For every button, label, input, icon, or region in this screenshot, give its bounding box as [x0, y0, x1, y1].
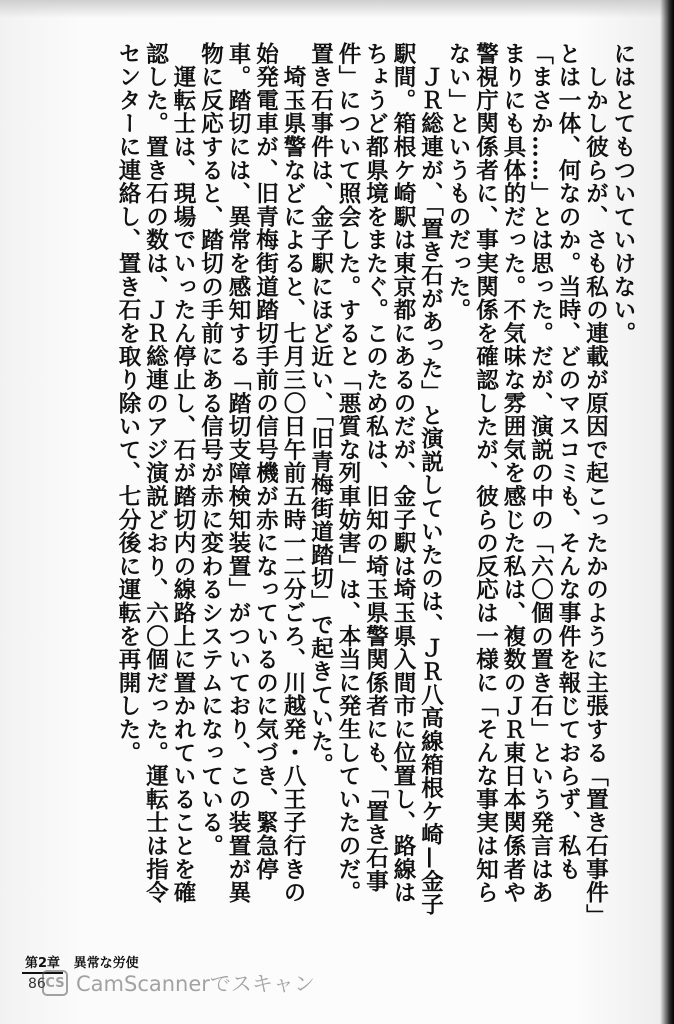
paragraph: にはとてもついていけない。	[610, 42, 636, 345]
camscanner-logo-icon: CS	[42, 970, 68, 996]
paragraph: 運転士は、現場でいったん停止し、石が踏切内の線路上に置かれていることを確認した。置き石の数は、ＪＲ総連のアジ演説どおり、六〇個だった。運転士は指令センターに連絡し、置き石を取り除いて、七分後に運転を再開した。	[115, 42, 196, 905]
page-edge-shadow	[660, 0, 674, 1024]
chapter-number: 第2章	[22, 956, 63, 974]
chapter-title: 異常な労使	[73, 956, 139, 971]
camscanner-watermark	[42, 968, 315, 998]
watermark-text: CamScannerでスキャン	[76, 972, 315, 996]
vertical-body-text	[80, 42, 636, 922]
page-footer	[0, 940, 674, 1024]
paragraph: ＪＲ総連が、「置き石があった」と演説していたのは、ＪＲ八高線箱根ケ崎—金子駅間。箱根ケ崎駅は東京都にあるのだが、金子駅は埼玉県入間市に位置し、路線はちょうど都県境をまたぐ。このため私は、旧知の埼玉県警関係者にも、「置き石事件」について照会した。すると「悪質な列車妨害」は、本当に発生していたのだ。置き石事件は、金子駅にほど近い、「旧青梅街道踏切」で起きていた。	[307, 42, 444, 917]
paragraph: しかし彼らが、さも私の連載が原因で起こったかのように主張する「置き石事件」とは一体、何なのか。当時、どのマスコミも、そんな事件を報じておらず、私も「まさか……」とは思った。だが、演説の中の「六〇個の置き石」という発言はあまりにも具体的だった。不気味な雰囲気を感じた私は、複数のＪＲ東日本関係者や警視庁関係者に、事実関係を確認したが、彼らの反応は一様に「そんな事実は知らない」というものだった。	[445, 42, 609, 917]
top-shadow	[0, 0, 674, 18]
paragraph: 埼玉県警などによると、七月三〇日午前五時一二分ごろ、川越発・八王子行きの始発電車が、旧青梅街道踏切手前の信号機が赤になっているのに気づき、緊急停車。踏切には、異常を感知する「踏切支障検知装置」がついており、この装置が異物に反応すると、踏切の手前にある信号が赤に変わるシステムになっている。	[197, 42, 306, 905]
page-number: 86	[28, 976, 46, 992]
